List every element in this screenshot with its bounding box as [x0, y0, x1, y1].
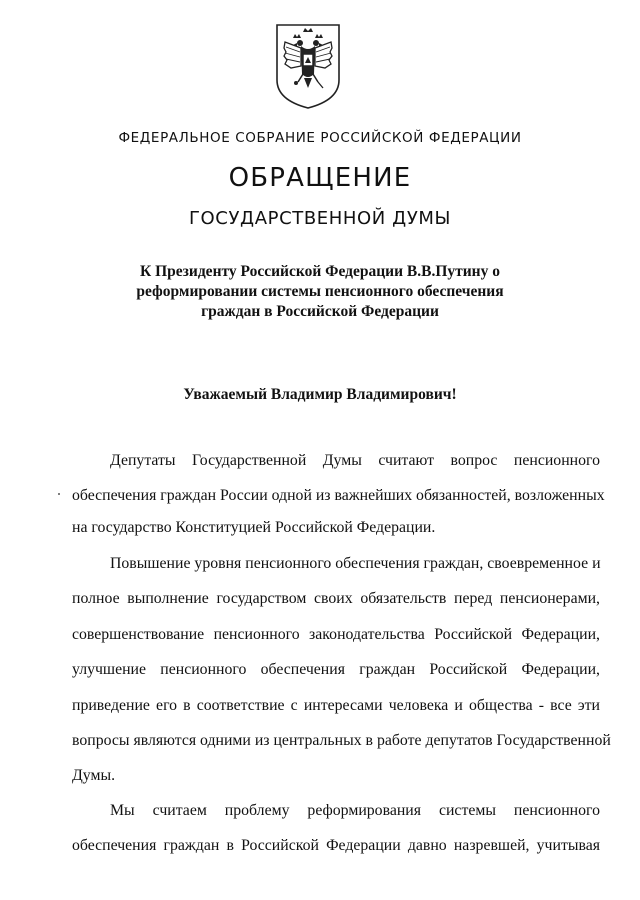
document-title: ОБРАЩЕНИЕ [228, 163, 412, 193]
body-line: на государство Конституцией Российской Федерации. [72, 519, 436, 536]
addressee-line: К Президенту Российской Федерации В.В.Путину о [140, 263, 500, 280]
body-line: Думы. [72, 767, 116, 784]
body-line: обеспечения граждан в Российской Федерации давно назревшей, учитывая [72, 837, 600, 854]
body-line: приведение его в соответствие с интересами человека и общества - все эти [72, 697, 600, 714]
body-line: обеспечения граждан России одной из важнейших обязанностей, возложенных [72, 487, 605, 504]
document-subtitle: ГОСУДАРСТВЕННОЙ ДУМЫ [188, 208, 452, 229]
addressee-line: реформировании системы пенсионного обеспечения [136, 283, 504, 300]
body-line: совершенствование пенсионного законодательства Российской Федерации, [72, 626, 600, 643]
body-line: Мы считаем проблему реформирования системы пенсионного [110, 802, 600, 819]
body-line: улучшение пенсионного обеспечения граждан Российской Федерации, [72, 661, 600, 678]
addressee-line: граждан в Российской Федерации [201, 303, 439, 320]
greeting: Уважаемый Владимир Владимирович! [183, 386, 457, 403]
body-line: полное выполнение государством своих обязательств перед пенсионерами, [72, 590, 600, 607]
body-line: Депутаты Государственной Думы считают вопрос пенсионного [110, 452, 600, 469]
organization-name: ФЕДЕРАЛЬНОЕ СОБРАНИЕ РОССИЙСКОЙ ФЕДЕРАЦИИ [118, 130, 522, 146]
scan-speck [58, 493, 60, 495]
body-line: вопросы являются одними из центральных в работе депутатов Государственной [72, 732, 611, 749]
russian-coat-of-arms-icon [273, 22, 343, 110]
addressee-block [0, 262, 640, 322]
body-line: Повышение уровня пенсионного обеспечения граждан, своевременное и [110, 555, 601, 572]
